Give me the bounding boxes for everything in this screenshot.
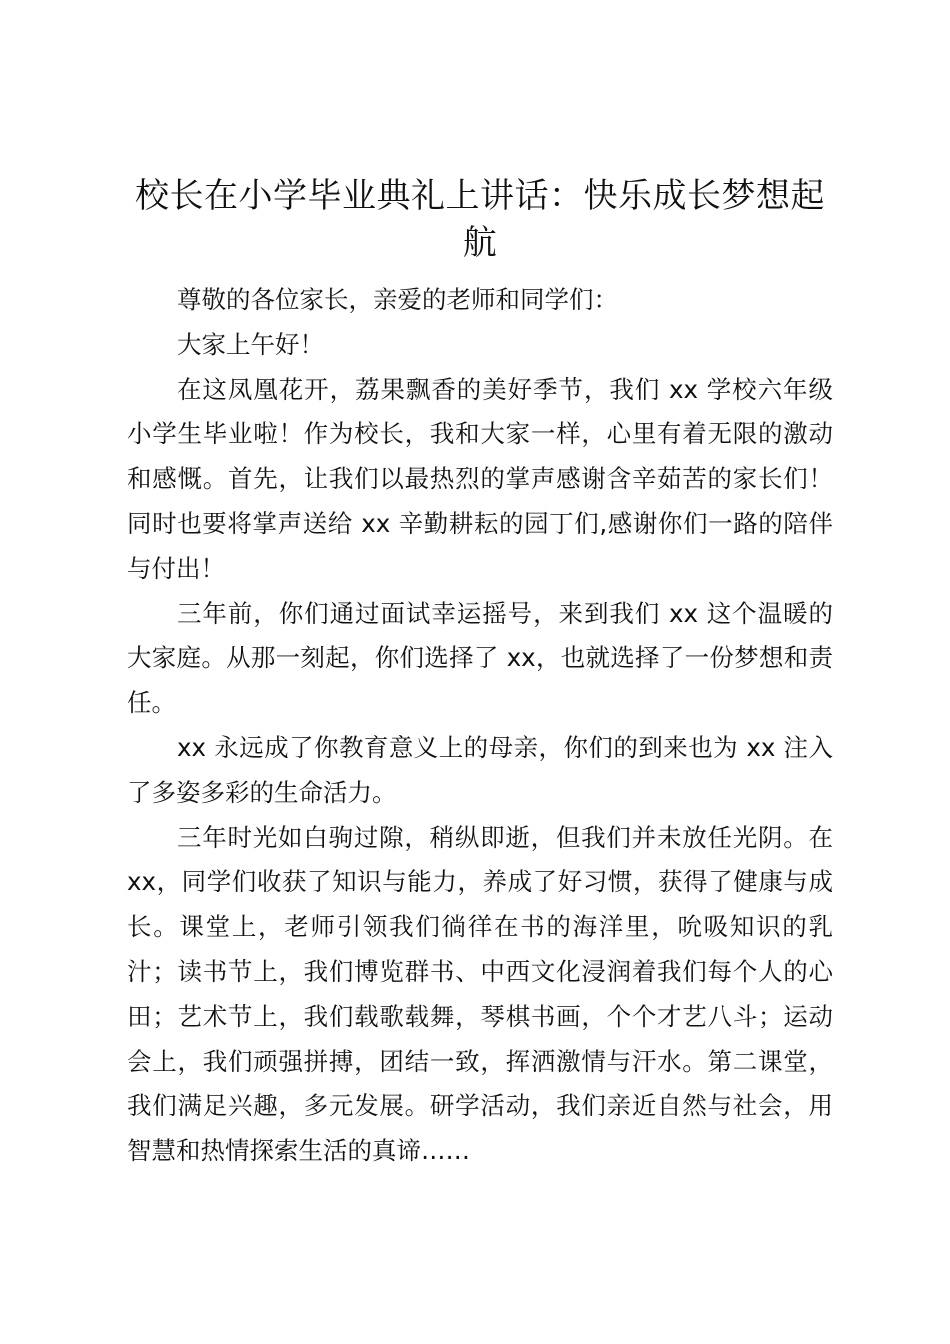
document-body <box>127 278 833 1174</box>
body-paragraph: 三年前，你们通过面试幸运摇号，来到我们 xx 这个温暖的大家庭。从那一刻起，你们选择了 xx，也就选择了一份梦想和责任。 <box>127 598 833 718</box>
document-title: 校长在小学毕业典礼上讲话：快乐成长梦想起航 <box>135 176 825 263</box>
body-paragraph: xx 永远成了你教育意义上的母亲，你们的到来也为 xx 注入了多姿多彩的生命活力。 <box>127 732 833 807</box>
greeting-paragraph: 尊敬的各位家长，亲爱的老师和同学们： <box>177 285 618 314</box>
salutation-paragraph: 大家上午好！ <box>177 329 324 359</box>
body-paragraph: 三年时光如白驹过隙，稍纵即逝，但我们并未放任光阴。在 xx，同学们收获了知识与能力，养成了好习惯，获得了健康与成长。课堂上，老师引领我们徜徉在书的海洋里，吮吸知识的乳汁；读书节上，我们博览群书、中西文化浸润着我们每个人的心田；艺术节上，我们载歌载舞，琴棋书画，个个才艺八斗；运动会上，我们顽强拼搏，团结一致，挥洒激情与汗水。第二课堂，我们满足兴趣，多元发展。研学活动，我们亲近自然与社会，用智慧和热情探索生活的真谛…… <box>127 822 833 1166</box>
body-paragraph: 在这凤凰花开，荔果飘香的美好季节，我们 xx 学校六年级小学生毕业啦！作为校长，我和大家一样，心里有着无限的激动和感慨。首先，让我们以最热烈的掌声感谢含辛茹苦的家长们！同时也要将掌声送给 xx 辛勤耕耘的园丁们,感谢你们一路的陪伴与付出！ <box>127 374 833 583</box>
